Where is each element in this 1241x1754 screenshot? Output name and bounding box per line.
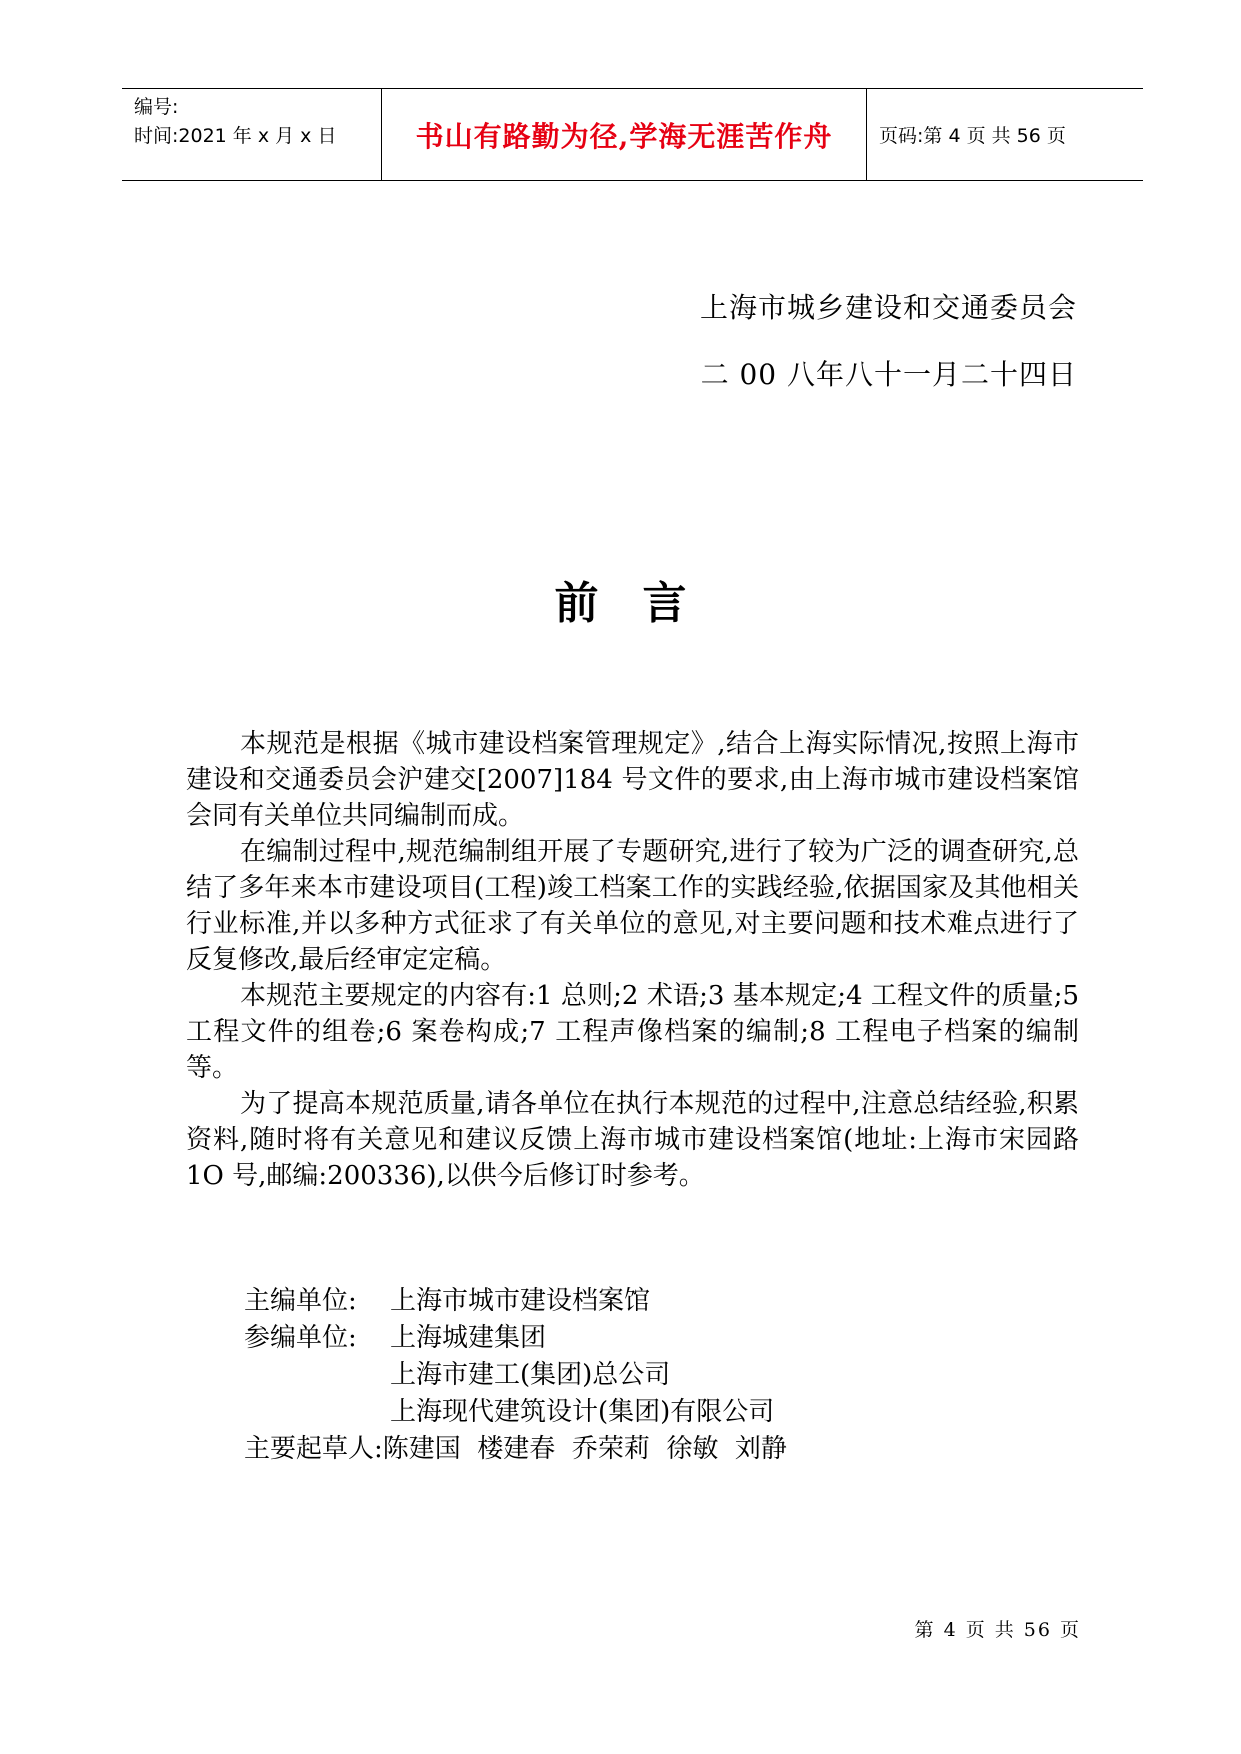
document-time: 时间:2021 年 x 月 x 日 <box>134 125 337 147</box>
chief-unit-row <box>244 1283 787 1320</box>
section-title: 前言 <box>554 578 731 629</box>
participant-unit: 上海现代建筑设计(集团)有限公司 <box>390 1397 775 1427</box>
participant-unit: 上海城建集团 <box>390 1323 547 1353</box>
paragraph: 本规范主要规定的内容有:1 总则;2 术语;3 基本规定;4 工程文件的质量;5 工程文件的组卷;6 案卷构成;7 工程声像档案的编制;8 工程电子档案的编制等。 <box>186 981 1079 1083</box>
participant-unit-row <box>244 1394 787 1431</box>
header-motto: 书山有路勤为径,学海无涯苦作舟 <box>382 89 867 180</box>
header-page-number: 页码:第 4 页 共 56 页 <box>879 125 1066 147</box>
issuing-organization: 上海市城乡建设和交通委员会 <box>699 291 1077 324</box>
preface-body <box>186 726 1079 1194</box>
credits-block <box>244 1283 787 1468</box>
paragraph: 在编制过程中,规范编制组开展了专题研究,进行了较为广泛的调查研究,总结了多年来本市建设项目(工程)竣工档案工作的实践经验,依据国家及其他相关行业标准,并以多种方式征求了有关单位的意见,对主要问题和技术难点进行了反复修改,最后经审定定稿。 <box>186 837 1079 975</box>
drafters-names: 陈建国 楼建春 乔荣莉 徐敏 刘静 <box>382 1434 787 1464</box>
chief-unit: 上海市城市建设档案馆 <box>390 1286 651 1316</box>
participant-unit-label: 参编单位: <box>244 1323 357 1353</box>
issue-date: 二 00 八年八十一月二十四日 <box>700 358 1077 391</box>
document-number-label: 编号: <box>134 96 179 118</box>
paragraph: 为了提高本规范质量,请各单位在执行本规范的过程中,注意总结经验,积累资料,随时将有关意见和建议反馈上海市城市建设档案馆(地址:上海市宋园路 1O 号,邮编:200336),以供今后修订时参考。 <box>186 1089 1079 1191</box>
paragraph: 本规范是根据《城市建设档案管理规定》,结合上海实际情况,按照上海市建设和交通委员会沪建交[2007]184 号文件的要求,由上海市城市建设档案馆会同有关单位共同编制而成。 <box>186 729 1079 831</box>
participant-unit: 上海市建工(集团)总公司 <box>390 1360 671 1390</box>
header-meta <box>122 89 382 180</box>
participant-unit-row <box>244 1357 787 1394</box>
page-footer: 第 4 页 共 56 页 <box>914 1619 1081 1641</box>
drafters-label: 主要起草人: <box>244 1434 383 1464</box>
drafters-row <box>244 1431 787 1468</box>
document-header <box>122 88 1143 181</box>
participant-unit-row <box>244 1320 787 1357</box>
chief-unit-label: 主编单位: <box>244 1286 357 1316</box>
